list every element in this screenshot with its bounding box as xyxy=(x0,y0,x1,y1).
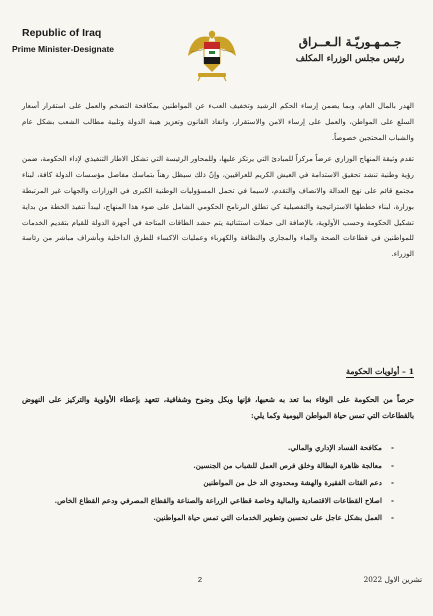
header-arabic-title: جـمـهـوريّـة الـعــراق xyxy=(298,35,402,49)
section-heading xyxy=(22,367,414,376)
priorities-intro xyxy=(22,392,414,423)
priorities-list xyxy=(22,440,394,528)
header-english xyxy=(12,26,142,55)
body-paragraph: الهدر بالمال العام، وبما يضمن إرساء الحكم الرشيد وتخفيف العبء عن المواطنين بمكافحة التضخم والعمل على استقرار أسعار السلع على المواطن، والعمل على إرساء الامن والاستقرار، وانفاذ القانون وتعزيز هيبة الدولة وتلبية مطالب الشعب بشكل عام والشباب المحتجين خصوصاً. xyxy=(22,101,414,142)
list-item: - معالجة ظاهرة البطالة وخلق فرص العمل للشباب من الجنسين. xyxy=(22,458,394,474)
header-arabic-subtitle: رئيس مجلس الوزراء المكلف xyxy=(295,54,405,64)
body-paragraph: تقدم وثيقة المنهاج الوزاري عرضاً مركزاً للمبادئ التي يرتكز عليها، وللمحاور الرئيسة التي تشكل الاطار التنفيذي لإداء الحكومة، ضمن رؤية وطنية تنشد تحقيق الاستدامة في العيش الكريم للعراقيين، وإنّ ذلك سيظل رهناً بتماسك مفاصل مؤسسات الدولة كافة، لبناء مجتمع قائم على نهج العدالة والانصاف والتقدم، لاسيما في تحمل المسؤوليات الوطنية الكبرى في الوزارات والجهات غير المرتبطة بوزارة، لبناء خططها الاستراتيجية والتفصيلية كي تطلق البرنامج الحكومي الشامل على ضوء هذا المنهاج، ليبدأ تنفيذ الخطة من بداية تشكيل الحكومة وحسب الأولوية، بالإضافة الى حملات استثنائية يتم حشد الطاقات المتاحة في أجهزة الدولة للقيام بتقديم الخدمات للمواطنين في قطاعات الصحة والماء والمجاري والنظافة والكهرباء وعمليات الاكساء للطرق الداخلية وبأشراف مباشر من رئاسة الوزراء. xyxy=(22,154,414,259)
list-item: - دعم الفئات الفقيرة والهشة ومحدودي الد خل من المواطنين xyxy=(22,475,394,491)
list-item: - العمل بشكل عاجل على تحسين وتطوير الخدمات التي تمس حياة المواطنين. xyxy=(22,510,394,526)
list-item: - مكافحة الفساد الإداري والمالي. xyxy=(22,440,394,456)
header-arabic xyxy=(285,34,415,66)
body-text xyxy=(22,98,414,262)
priorities-intro-text: حرصاً من الحكومة على الوفاء بما تعد به شعبها، فإنها وبكل وضوح وشفافية، تتعهد بإعطاء الأولوية والتركيز على النهوض بالقطاعات التي تمس حياة المواطن اليومية وكما يلي: xyxy=(22,395,414,420)
list-item: - اصلاح القطاعات الاقتصادية والمالية وخاصة قطاعي الزراعة والصناعة والقطاع المصرفي ودعم القطاع الخاص. xyxy=(22,493,394,509)
section-heading-text: 1 – أولويات الحكومة xyxy=(346,367,414,376)
header-english-subtitle: Prime Minister-Designate xyxy=(12,44,115,54)
header-english-title: Republic of Iraq xyxy=(22,27,102,39)
iraq-eagle-emblem-icon xyxy=(186,24,238,82)
footer-date: تشرين الاول 2022 xyxy=(363,575,422,584)
page-number: 2 xyxy=(197,575,203,584)
